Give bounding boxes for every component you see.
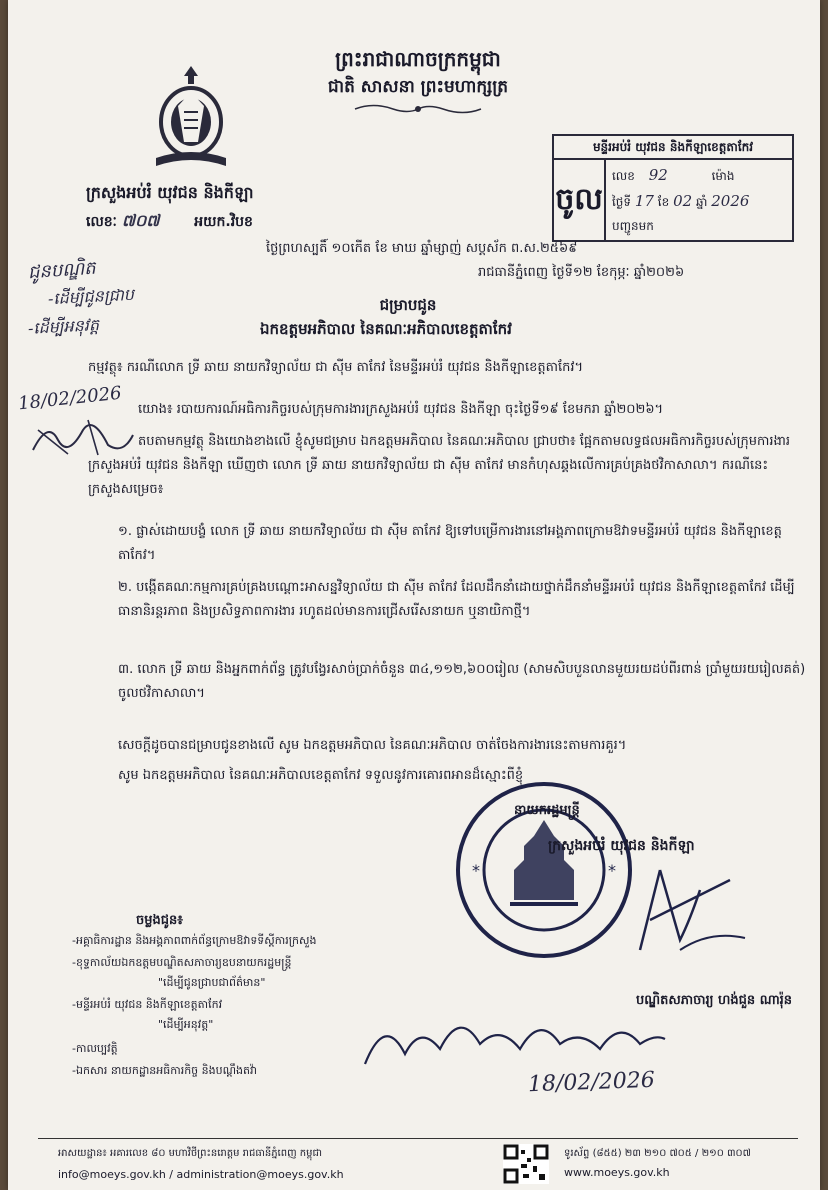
footer-email: info@moeys.gov.kh / administration@moeys.gov.kh bbox=[58, 1168, 344, 1181]
ref-handwritten-number: ៧០៧ bbox=[121, 211, 160, 230]
decision-item-1: ១. ផ្លាស់ដោយបង្ខំ លោក ទ្រី ឆាយ នាយកវិទ្យាល័យ ជា ស៊ីម តាកែវ ឱ្យទៅបម្រើការងារនៅអង្គភាពក្រោមឱវាទមន្ទីរអប់រំ យុវជន និងកីឡាខេត្តតាកែវ។ bbox=[118, 524, 782, 563]
stamp-number: 92 bbox=[648, 166, 668, 184]
reference-number bbox=[86, 210, 253, 234]
stamp-registry-line: បញ្ជូនមក bbox=[612, 219, 654, 233]
cc-item: -មន្ទីរអប់រំ យុវជន និងកីឡាខេត្តតាកែវ bbox=[72, 998, 223, 1011]
ref-suffix: អយក.វិបខ bbox=[194, 214, 253, 230]
footer-divider bbox=[38, 1138, 798, 1139]
cc-item: "ដើម្បីអនុវត្ត" bbox=[158, 1018, 214, 1031]
sender-ministry: ក្រសួងអប់រំ យុវជន និងកីឡា bbox=[86, 183, 254, 202]
kingdom-heading: ព្រះរាជាណាចក្រកម្ពុជា bbox=[335, 47, 501, 71]
footer-website: www.moeys.gov.kh bbox=[564, 1166, 670, 1179]
received-stamp bbox=[552, 134, 794, 242]
handwritten-date-left: 18/02/2026 bbox=[17, 382, 123, 415]
decision-item-3: ៣. លោក ទ្រី ឆាយ និងអ្នកពាក់ព័ន្ធ ត្រូវបង្វែរសាច់ប្រាក់ចំនួន ៣៤,១១២,៦០០រៀល (សាមសិបបួនលានមួយរយដប់ពីរពាន់ ប្រាំមួយរយរៀលគត់) ចូលថវិកាសាលា។ bbox=[118, 662, 806, 701]
svg-text:*: * bbox=[472, 861, 480, 880]
seal-title-text: នាយករដ្ឋមន្ត្រី bbox=[514, 803, 580, 818]
lunar-date: ថ្ងៃព្រហស្បតិ៍ ១០កើត ខែ មាឃ ឆ្នាំម្សាញ់ សប្តស័ក ព.ស.២៥៦៩ bbox=[266, 241, 578, 256]
document-page bbox=[8, 0, 820, 1190]
signature-icon bbox=[620, 850, 750, 960]
handwritten-note-2: -ដើម្បីជូនជ្រាប bbox=[47, 284, 135, 309]
svg-text:*: * bbox=[608, 861, 616, 880]
ornament-divider-icon bbox=[353, 102, 483, 116]
body-paragraph: តបតាមកម្មវត្ថុ និងយោងខាងលើ ខ្ញុំសូមជម្រាប ឯកឧត្តមអភិបាល នៃគណៈអភិបាល ជ្រាបថា៖ ផ្អែកតាមលទ្ធផលអធិការកិច្ចរបស់ក្រុមការងារក្រសួងអប់រំ យុវជន និងកីឡា ឃើញថា លោក ទ្រី ឆាយ នាយកវិទ្យាល័យ ជា ស៊ីម តាកែវ មានកំហុសឆ្គងលើការគ្រប់គ្រងថវិកាសាលា។ ករណីនេះ ក្រសួងសម្រេច៖ bbox=[88, 434, 790, 497]
cc-item: -អគ្គាធិការដ្ឋាន និងអង្គភាពពាក់ព័ន្ធក្រោមឱវាទទីស្តីការក្រសួង bbox=[72, 934, 317, 947]
stamp-date-line: ថ្ងៃទី 17 ខែ 02 ឆ្នាំ 2026 bbox=[612, 192, 750, 210]
handwritten-annotation-icon bbox=[360, 1004, 670, 1074]
stamp-received-label: ចូល bbox=[554, 160, 606, 240]
reference-line: យោង៖ របាយការណ៍អធិការកិច្ចរបស់ក្រុមការងារក្រសួងអប់រំ យុវជន និងកីឡា ចុះថ្ងៃទី១៩ ខែមករា ឆ្នាំ២០២៦។ bbox=[138, 402, 664, 417]
handwritten-date-bottom: 18/02/2026 bbox=[527, 1067, 656, 1098]
cc-title: ចម្លងជូន៖ bbox=[136, 913, 183, 928]
cc-item: -ឯកសារ នាយកដ្ឋានអធិការកិច្ច និងបណ្ដឹងតវ៉ា bbox=[72, 1064, 257, 1077]
signer-name: បណ្ឌិតសភាចារ្យ ហង់ជួន ណារ៉ុន bbox=[636, 993, 793, 1008]
ministry-emblem-icon bbox=[148, 62, 234, 172]
notice-title: ជម្រាបជូន bbox=[379, 296, 437, 314]
decision-item-2: ២. បង្កើតគណៈកម្មការគ្រប់គ្រងបណ្ដោះអាសន្នវិទ្យាល័យ ជា ស៊ីម តាកែវ ដែលដឹកនាំដោយថ្នាក់ដឹកនាំមន្ទីរអប់រំ យុវជន និងកីឡាខេត្តតាកែវ ដើម្បីធានានិរន្តរភាព និងប្រសិទ្ធភាពការងារ រហូតដល់មានការជ្រើសរើសនាយក ឬនាយិកាថ្មី។ bbox=[118, 580, 795, 619]
cc-item: "ដើម្បីជូនជ្រាបជាព័ត៌មាន" bbox=[158, 976, 266, 989]
stamp-office: មន្ទីរអប់រំ យុវជន និងកីឡាខេត្តតាកែវ bbox=[554, 136, 792, 160]
solar-date: រាជធានីភ្នំពេញ ថ្ងៃទី១២ ខែកុម្ភៈ ឆ្នាំ២០២៦ bbox=[478, 265, 685, 280]
national-motto: ជាតិ សាសនា ព្រះមហាក្សត្រ bbox=[327, 77, 509, 97]
qr-code-icon bbox=[503, 1144, 549, 1184]
stamp-number-line: លេខ 92 ម៉ោង bbox=[612, 166, 735, 184]
footer-phone: ទូរស័ព្ទ (៨៥៥) ២៣ ២១០ ៧០៥ / ២១០ ៣០៧ bbox=[564, 1148, 751, 1159]
closing-paragraph-1: សេចក្តីដូចបានជម្រាបជូនខាងលើ សូម ឯកឧត្តមអភិបាល នៃគណៈអភិបាល ចាត់ចែងការងារនេះតាមការគួរ។ bbox=[118, 738, 627, 753]
subject-line: កម្មវត្ថុ៖ ករណីលោក ទ្រី ឆាយ នាយកវិទ្យាល័យ ជា ស៊ីម តាកែវ នៃមន្ទីរអប់រំ យុវជន និងកីឡាខេត្តតាកែវ។ bbox=[88, 360, 584, 375]
stamp-month: 02 bbox=[673, 192, 693, 210]
stamp-year: 2026 bbox=[711, 192, 750, 210]
seal-ministry-text: ក្រសួងអប់រំ យុវជន និងកីឡា bbox=[548, 838, 695, 854]
handwritten-note-1: ជូនបណ្ឌិត bbox=[27, 257, 97, 284]
closing-paragraph-2: សូម ឯកឧត្តមអភិបាល នៃគណៈអភិបាលខេត្តតាកែវ ទទួលនូវការគោរពអានដ៏ស្មោះពីខ្ញុំ bbox=[118, 768, 524, 783]
recipient: ឯកឧត្តមអភិបាល នៃគណៈអភិបាលខេត្តតាកែវ bbox=[260, 320, 512, 338]
handwritten-note-3: -ដើម្បីអនុវត្ត bbox=[27, 315, 100, 338]
stamp-day: 17 bbox=[634, 192, 654, 210]
cc-item: -ខុទ្ទកាល័យឯកឧត្តមបណ្ឌិតសភាចារ្យឧបនាយករដ្ឋមន្ត្រី bbox=[72, 956, 292, 969]
ref-label: លេខៈ bbox=[86, 214, 117, 230]
footer-address: អាសយដ្ឋាន៖ អគារលេខ ៨០ មហាវិថីព្រះនរោត្តម រាជធានីភ្នំពេញ កម្ពុជា bbox=[58, 1148, 322, 1159]
cc-item: -កាលប្បវត្តិ bbox=[72, 1042, 118, 1055]
